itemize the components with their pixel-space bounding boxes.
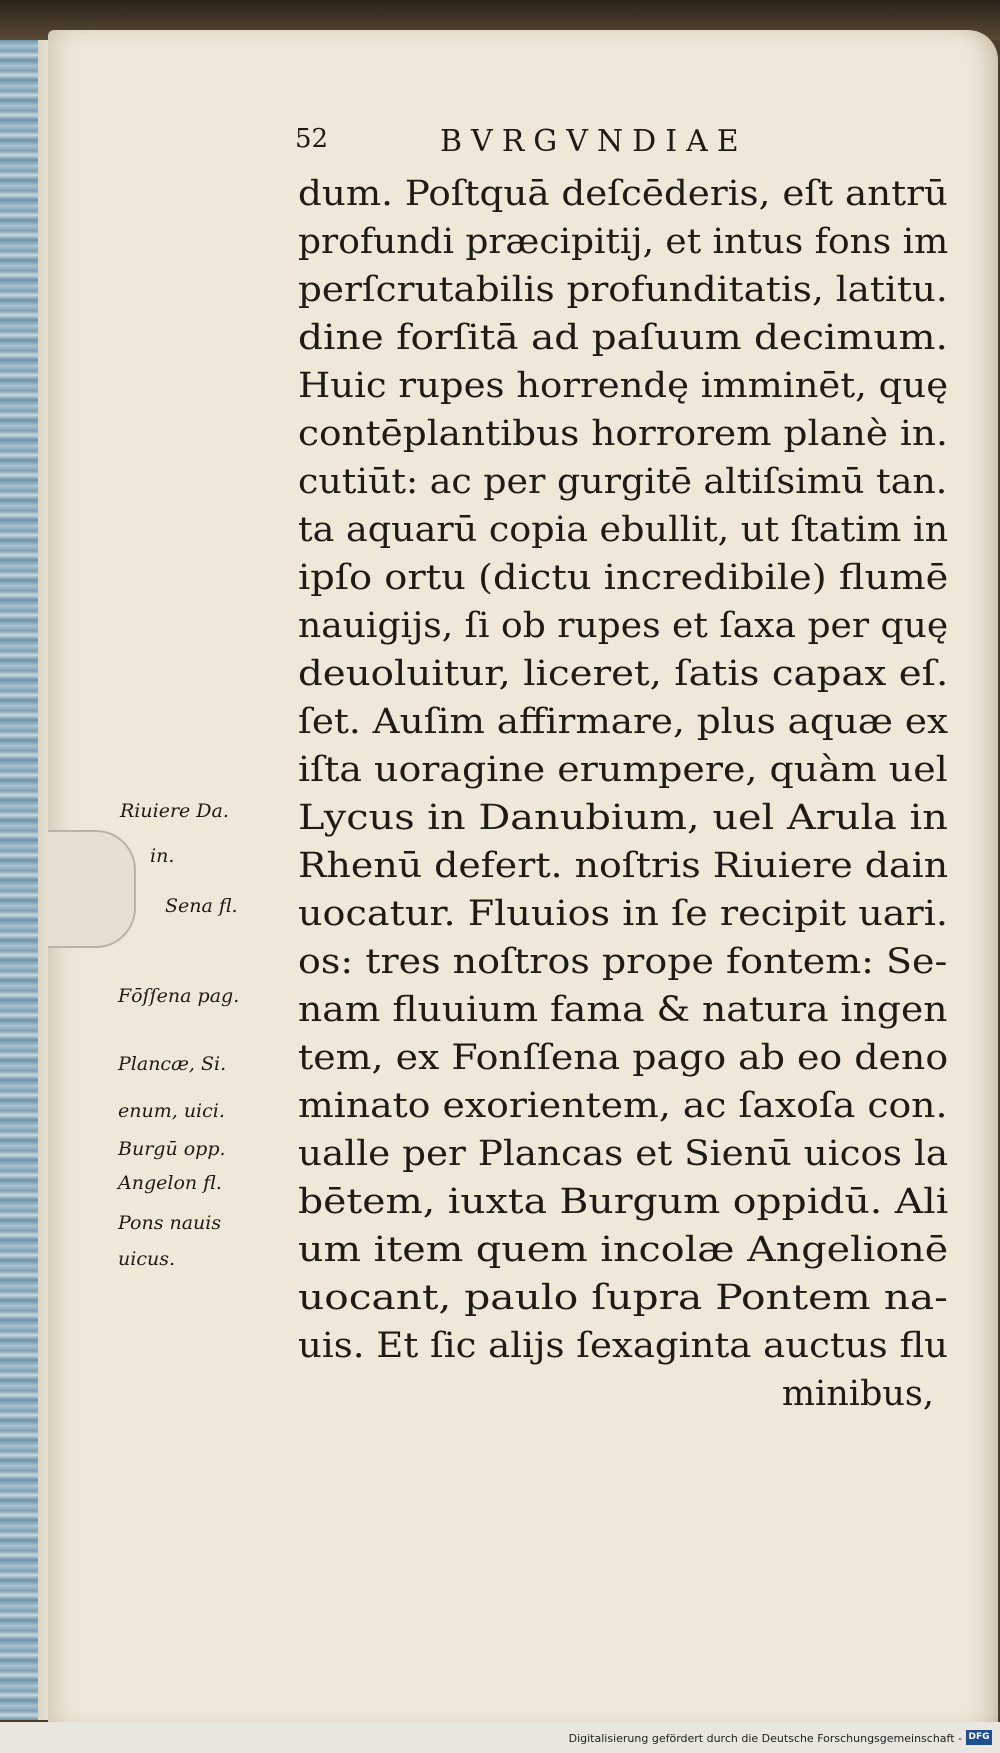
text-line: dine forſitā ad paſuum decimum. xyxy=(298,318,948,358)
text-line: iſta uoragine erumpere, quàm uel xyxy=(298,750,948,790)
margin-note: Burgū opp. xyxy=(118,1138,226,1160)
text-line: perſcrutabilis profunditatis, latitu. xyxy=(298,270,948,310)
page-header xyxy=(0,124,1000,164)
margin-note: uicus. xyxy=(118,1248,175,1270)
text-line: Huic rupes horrendę imminēt, quę xyxy=(298,366,949,406)
text-line: ualle per Plancas et Sienū uicos la xyxy=(298,1134,949,1174)
footer-text: Digitalisierung gefördert durch die Deutsche Forschungsgemeinschaft - xyxy=(568,1732,962,1745)
text-line: ipſo ortu (dictu incredibile) flumē xyxy=(298,558,949,598)
text-line: profundi præcipitij, et intus fons im xyxy=(298,222,949,262)
margin-note: Fōſſena pag. xyxy=(118,985,240,1007)
text-line: Lycus in Danubium, uel Arula in xyxy=(298,798,948,838)
book-fore-edge xyxy=(0,40,52,1720)
margin-note: enum, uici. xyxy=(118,1100,225,1122)
text-line: dum. Poſtquā deſcēderis, eſt antrū xyxy=(298,174,948,214)
text-line: ſet. Auſim affirmare, plus aquæ ex xyxy=(298,702,949,742)
catchword: minibus, xyxy=(781,1374,934,1414)
main-text-block xyxy=(298,170,958,1418)
text-line: tem, ex Fonſſena pago ab eo deno xyxy=(298,1038,949,1078)
text-line: contēplantibus horrorem planè in. xyxy=(298,414,948,454)
text-line: uis. Et ſic alijs ſexaginta auctus flu xyxy=(298,1326,949,1366)
margin-note: Angelon fl. xyxy=(118,1172,222,1194)
text-line: bētem, iuxta Burgum oppidū. Ali xyxy=(298,1182,949,1222)
margin-note: Riuiere Da. xyxy=(120,800,229,822)
text-line: cutiūt: ac per gurgitē altiſsimū tan. xyxy=(298,462,948,502)
text-line: Rhenū defert. noſtris Riuiere dain xyxy=(298,846,949,886)
margin-note: in. xyxy=(150,845,175,867)
margin-note: Pons nauis xyxy=(118,1212,222,1234)
text-line: deuoluitur, liceret, ſatis capax eſ. xyxy=(298,654,949,694)
text-line: nauigijs, ſi ob rupes et ſaxa per quę xyxy=(298,606,949,646)
text-line: ta aquarū copia ebullit, ut ſtatim in xyxy=(298,510,949,550)
dfg-logo: DFG xyxy=(966,1730,992,1745)
margin-note: Sena fl. xyxy=(165,895,238,917)
text-line: um item quem incolæ Angelionē xyxy=(298,1230,949,1270)
text-line: uocatur. Fluuios in ſe recipit uari. xyxy=(298,894,949,934)
text-line: uocant, paulo ſupra Pontem na- xyxy=(298,1278,948,1318)
page-tab-marker xyxy=(48,830,136,948)
running-title: BVRGVNDIAE xyxy=(440,124,748,159)
text-line: minato exorientem, ac ſaxoſa con. xyxy=(298,1086,948,1126)
text-line: os: tres noſtros prope fontem: Se- xyxy=(298,942,948,982)
margin-note: Plancæ, Si. xyxy=(118,1053,227,1075)
text-line: nam fluuium fama & natura ingen xyxy=(298,990,948,1030)
page-number: 52 xyxy=(295,124,329,154)
